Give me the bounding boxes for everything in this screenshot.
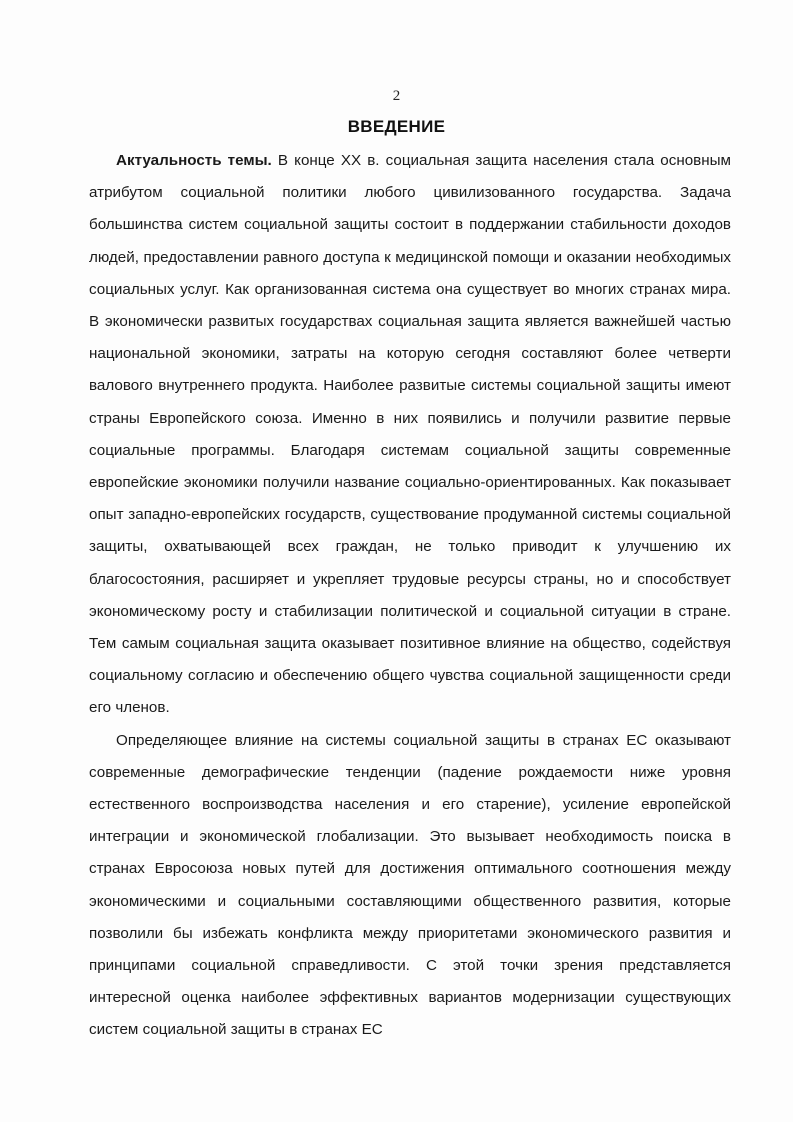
paragraph-relevance	[89, 145, 731, 725]
paragraph-lead: Актуальность темы.	[116, 152, 272, 169]
section-title: ВВЕДЕНИЕ	[347, 117, 446, 136]
paragraph-text: В конце XX в. социальная защита населения стала основным атрибутом социальной политики любого цивилизованного государства. Задача большинства систем социальной защиты состоит в поддержании стабильности доходов людей, предоставлении равного доступа к медицинской помощи и оказании необходимых социальных услуг. Как организованная система она существует во многих странах мира. В экономически развитых государствах социальная защита является важнейшей частью национальной экономики, затраты на которую сегодня составляют более четверти валового внутреннего продукта. Наиболее развитые системы социальной защиты имеют страны Европейского союза. Именно в них появились и получили развитие первые социальные программы. Благодаря системам социальной защиты современные европейские экономики получили название социально-ориентированных. Как показывает опыт западно-европейских государств, существование продуманной системы социальной защиты, охватывающей всех граждан, не только приводит к улучшению их благосостояния, расширяет и укрепляет трудовые ресурсы страны, но и способствует экономическому росту и стабилизации политической и социальной ситуации в стране. Тем самым социальная защита оказывает позитивное влияние на общество, содействуя социальному согласию и обеспечению общего чувства социальной защищенности среди его членов.	[89, 152, 731, 717]
page-number: 2	[392, 88, 401, 104]
paragraph-influence	[89, 725, 731, 1047]
body-text	[89, 145, 731, 1047]
paragraph-text: Определяющее влияние на системы социальной защиты в странах ЕС оказывают современные демографические тенденции (падение рождаемости ниже уровня естественного воспроизводства населения и его старение), усиление европейской интеграции и экономической глобализации. Это вызывает необходимость поиска в странах Евросоюза новых путей для достижения оптимального соотношения между экономическими и социальными составляющими общественного развития, которые позволили бы избежать конфликта между приоритетами экономического развития и принципами социальной справедливости. С этой точки зрения представляется интересной оценка наиболее эффективных вариантов модернизации существующих систем социальной защиты в странах ЕС	[89, 731, 731, 1039]
